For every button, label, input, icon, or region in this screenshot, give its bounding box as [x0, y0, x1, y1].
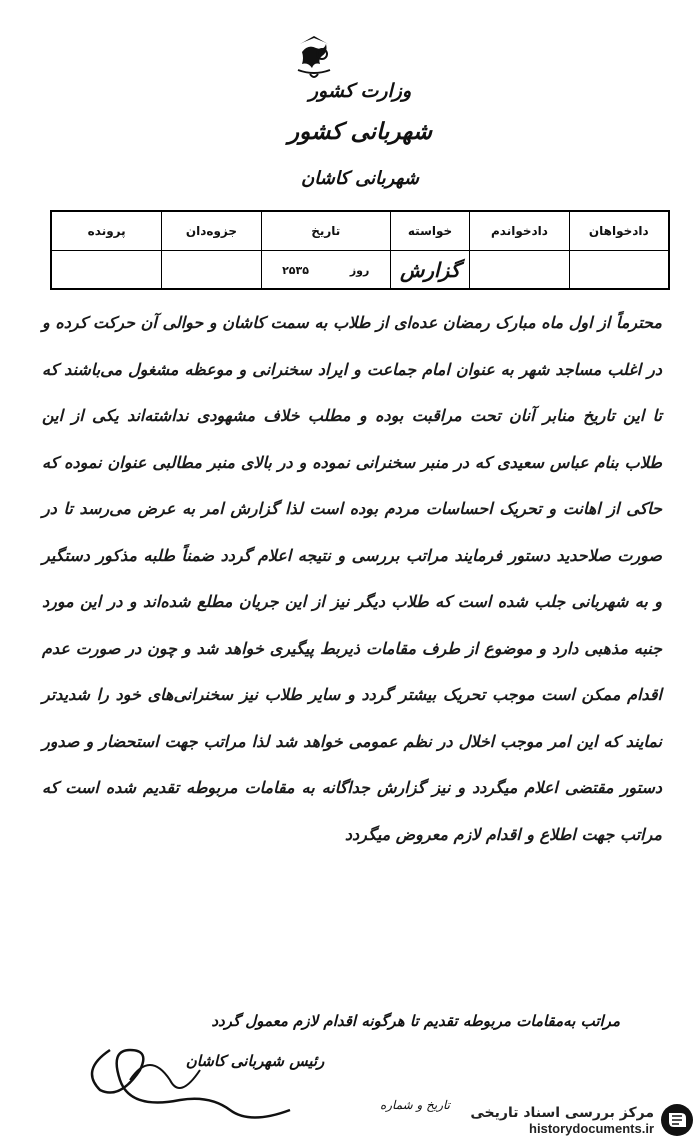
archive-logo-icon [660, 1103, 694, 1137]
police-title: شهربانی کشور [287, 118, 432, 145]
header-defendant: دادخواندم [469, 212, 568, 250]
ministry-title: وزارت کشور [308, 80, 412, 102]
closing-line: مراتب به‌مقامات مربوطه تقدیم تا هرگونه اقدام لازم معمول گردد [211, 1012, 620, 1030]
form-value-row [52, 250, 668, 289]
value-date [261, 251, 390, 289]
header-plaintiffs: دادخواهان [569, 212, 668, 250]
watermark-text [470, 1105, 654, 1136]
value-folder [161, 251, 260, 289]
report-body: محترماً از اول ماه مبارک رمضان عده‌ای از طلاب به سمت کاشان و حوالی آن حرکت کرده و در اغلب مساجد شهر به عنوان امام جماعت و ایراد سخنرانی و موعظه مشغول می‌باشند که تا این تاریخ منابر آنان تحت مراقبت بوده و مطلب خلاف مشهودی نداشته‌اند یکی از این طلاب بنام عباس سعیدی که در منبر سخنرانی نموده و در بالای منبر مطالبی عنوان نموده که حاکی از اهانت و تحریک احساسات مردم بوده است لذا گزارش امر به عرض می‌رسد تا در صورت صلاحدید دستور فرمایند مراتب بررسی و نتیجه اعلام گردد ضمناً طلبه مذکور دستگیر و به شهربانی جلب شده است که طلاب دیگر نیز از این جریان مطلع شده‌اند و در این مورد جنبه مذهبی دارد و موضوع از طرف مقامات ذیربط پیگیری خواهد شد و چون در صورت عدم اقدام ممکن است موجب تحریک بیشتر گردد و سایر طلاب نیز سخنرانی‌های خود را شدیدتر نمایند که این امر موجب اخلال در نظم عمومی خواهد شد لذا مراتب جهت استحضار و صدور دستور مقتضی اعلام میگردد و نیز گزارش جداگانه به مقامات مربوطه تقدیم شده است که مراتب جهت اطلاع و اقدام لازم معروض میگردد [42, 313, 663, 844]
site-watermark [414, 1098, 694, 1142]
value-request: گزارش [390, 251, 469, 289]
header-request: خواسته [390, 212, 469, 250]
header-folder: جزوه‌دان [161, 212, 260, 250]
value-defendant [469, 251, 568, 289]
date-year: ۲۵۳۵ [282, 263, 309, 277]
form-header-row [52, 212, 668, 250]
watermark-title: مرکز بررسی اسناد تاریخی [470, 1104, 654, 1121]
signatory-title: رئیس شهربانی کاشان [185, 1052, 325, 1070]
value-plaintiffs [569, 251, 668, 289]
form-table [50, 210, 670, 290]
branch-title: شهربانی کاشان [301, 168, 419, 189]
footnote: تاریخ و شماره [379, 1098, 450, 1112]
header-date: تاریخ [261, 212, 390, 250]
date-day-label: روز [349, 263, 370, 277]
lion-and-sun-emblem-icon [292, 34, 336, 84]
header-file: پرونده [87, 224, 126, 238]
value-file [52, 251, 161, 289]
watermark-url: historydocuments.ir [529, 1120, 654, 1136]
